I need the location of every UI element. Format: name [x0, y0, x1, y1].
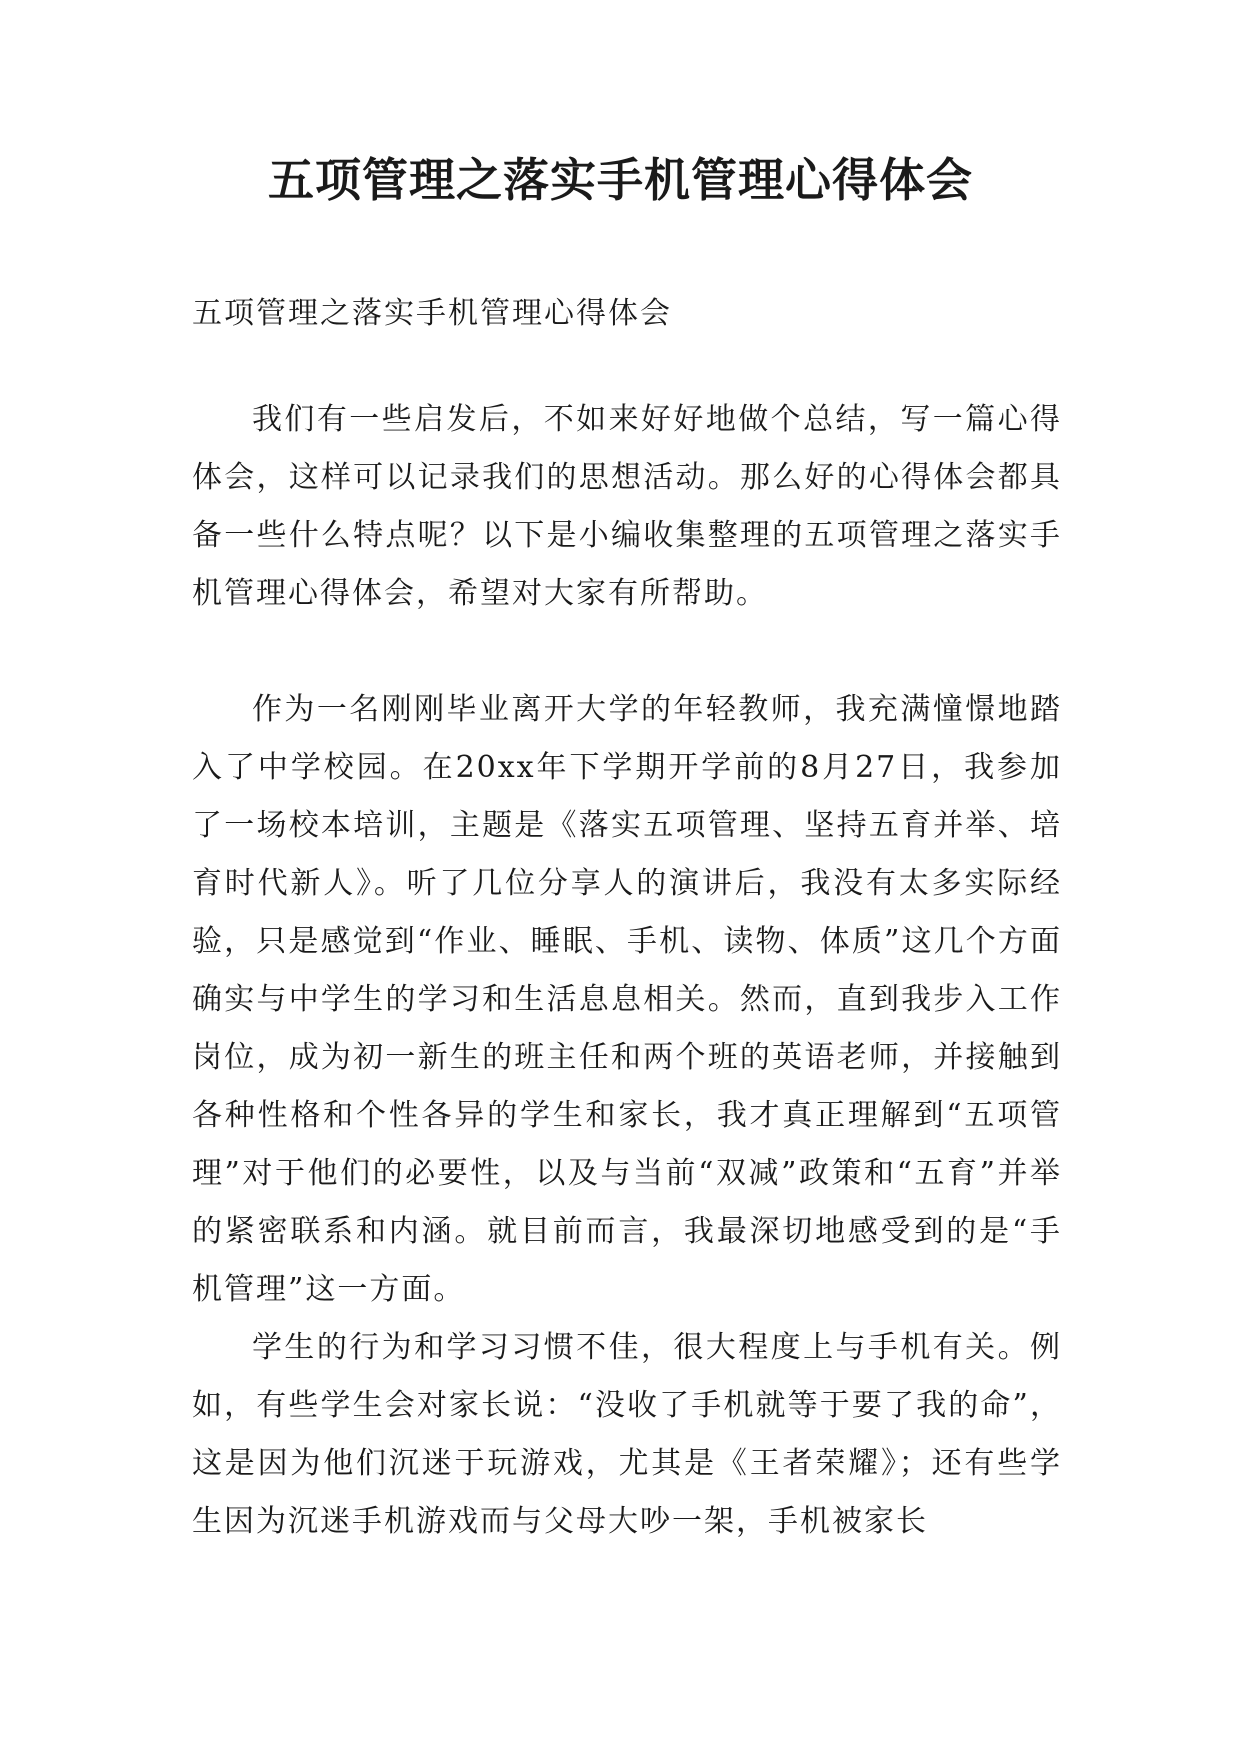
document-subtitle: 五项管理之落实手机管理心得体会 [192, 296, 672, 331]
paragraph-teacher-experience: 作为一名刚刚毕业离开大学的年轻教师，我充满憧憬地踏入了中学校园。在20xx年下学期开学前的8月27日，我参加了一场校本培训，主题是《落实五项管理、坚持五育并举、培育时代新人》。听了几位分享人的演讲后，我没有太多实际经验，只是感觉到“作业、睡眠、手机、读物、体质”这几个方面确实与中学生的学习和生活息息相关。然而，直到我步入工作岗位，成为初一新生的班主任和两个班的英语老师，并接触到各种性格和个性各异的学生和家长，我才真正理解到“五项管理”对于他们的必要性，以及与当前“双减”政策和“五育”并举的紧密联系和内涵。就目前而言，我最深切地感受到的是“手机管理”这一方面。 [192, 692, 1062, 1307]
paragraph-phone-habits: 学生的行为和学习习惯不佳，很大程度上与手机有关。例如，有些学生会对家长说：“没收了手机就等于要了我的命”，这是因为他们沉迷于玩游戏，尤其是《王者荣耀》；还有些学生因为沉迷手机游戏而与父母大吵一架，手机被家长 [192, 1330, 1062, 1539]
document-title: 五项管理之落实手机管理心得体会 [268, 153, 973, 207]
document-body [192, 285, 1062, 1551]
paragraph-intro: 我们有一些启发后，不如来好好地做个总结，写一篇心得体会，这样可以记录我们的思想活动。那么好的心得体会都具备一些什么特点呢？以下是小编收集整理的五项管理之落实手机管理心得体会，希望对大家有所帮助。 [192, 402, 1062, 611]
